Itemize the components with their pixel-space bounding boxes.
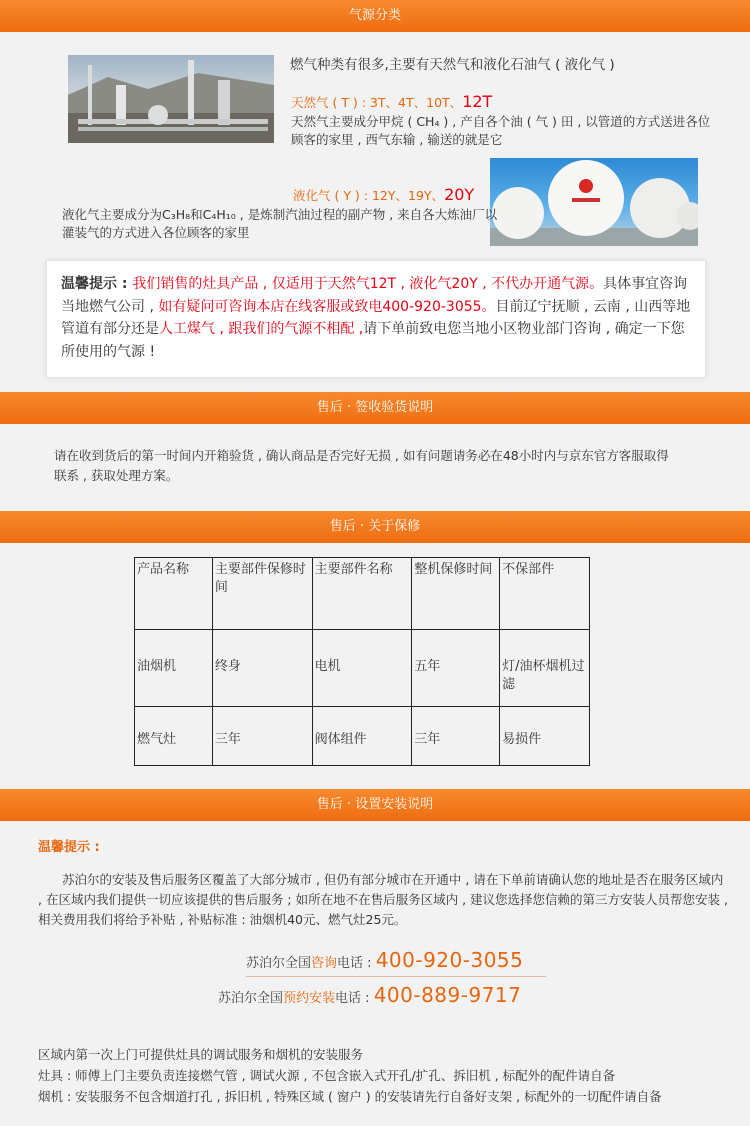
- table-row: [135, 630, 590, 707]
- section-title: 气源分类: [348, 8, 401, 23]
- notice-label: 温馨提示 :: [61, 276, 133, 292]
- natural-gas-description: 天然气主要成分甲烷 ( CH₄ ) , 产自各个油 ( 气 ) 田 , 以管道的方式送进各位 顾客的家里 , 西气东输 , 输送的就是它: [291, 114, 711, 147]
- table-cell: 三年: [412, 707, 500, 766]
- table-header-cell: 不保部件: [500, 558, 590, 630]
- natural-gas-codes: 天然气 ( T ) : 3T、4T、10T、12T: [291, 92, 493, 111]
- table-cell: 电机: [312, 630, 412, 707]
- section-header-install: [0, 789, 750, 821]
- lpg-description: 液化气主要成分为C₃H₈和C₄H₁₀ , 是炼制汽油过程的副产物 , 来自各大炼油厂以 灌装气的方式进入各位顾客的家里: [62, 207, 498, 240]
- table-cell: 五年: [412, 630, 500, 707]
- consult-phone-line: 苏泊尔全国咨询电话 : 400-920-3055: [246, 948, 524, 972]
- booking-phone-line: 苏泊尔全国预约安装电话 : 400-889-9717: [218, 983, 522, 1007]
- table-header-cell: 主要部件名称: [312, 558, 412, 630]
- section-title: 售后 · 设置安装说明: [316, 797, 434, 812]
- notice-red-1: 我们销售的灶具产品 , 仅适用于天然气12T , 液化气20Y , 不代办开通气源。: [132, 276, 604, 292]
- table-cell: 易损件: [500, 707, 590, 766]
- notice-red-2: 如有疑问可咨询本店在线客服或致电400-920-3055。: [158, 298, 496, 315]
- section-header-warranty: [0, 511, 750, 543]
- gas-intro: 燃气种类有很多,主要有天然气和液化石油气 ( 液化气 ): [290, 57, 615, 73]
- table-header-row: [135, 558, 590, 630]
- booking-phone-number: 400-889-9717: [373, 983, 522, 1007]
- install-note: 区域内第一次上门可提供灶具的调试服务和烟机的安装服务: [38, 1047, 364, 1062]
- table-header-cell: 产品名称: [135, 558, 213, 630]
- table-cell: 燃气灶: [135, 707, 213, 766]
- install-tip-label: 温馨提示 :: [38, 840, 100, 855]
- table-cell: 三年: [212, 707, 312, 766]
- phone-divider: [246, 976, 546, 977]
- notice-text-1: 具体事宜咨询当地燃气公司 ,: [61, 276, 688, 315]
- table-cell: 阀体组件: [312, 707, 412, 766]
- natural-gas-plant-image: [68, 55, 274, 143]
- lpg-tanks-image: [490, 158, 698, 246]
- table-header-cell: 主要部件保修时间: [212, 558, 312, 630]
- install-paragraph: 苏泊尔的安装及售后服务区覆盖了大部分城市 , 但仍有部分城市在开通中 , 请在下单前请确认您的地址是否在服务区域内 , 在区域内我们提供一切应该提供的售后服务 ; 如所在地不在售后服务区域内 , 建议您选择您信赖的第三方安装人员帮您安装 , 相关费用我们将给予补贴 , 补贴标准 : 油烟机40元、燃气灶25元。: [38, 872, 728, 927]
- table-cell: 灯/油杯烟机过滤: [500, 630, 590, 707]
- consult-phone-number: 400-920-3055: [375, 948, 524, 972]
- section-header-inspect: [0, 392, 750, 424]
- table-row: [135, 707, 590, 766]
- table-header-cell: 整机保修时间: [412, 558, 500, 630]
- notice-text-3: 请下单前致电您当地小区物业部门咨询 , 确定一下您所使用的气源 !: [61, 321, 685, 360]
- lpg-codes: 液化气 ( Y ) : 12Y、19Y、20Y: [293, 185, 475, 204]
- install-notes: [38, 1044, 662, 1107]
- section-title: 售后 · 关于保修: [329, 519, 421, 534]
- inspection-text: 请在收到货后的第一时间内开箱验货 , 确认商品是否完好无损 , 如有问题请务必在48小时内与京东官方客服取得 联系 , 获取处理方案。: [54, 448, 669, 483]
- install-note: 烟机 : 安装服务不包含烟道打孔 , 拆旧机 , 特殊区域 ( 窗户 ) 的安装请先行自备好支架 , 标配外的一切配件请自备: [38, 1089, 662, 1104]
- notice-red-3: 人工煤气 , 跟我们的气源不相配 ,: [159, 321, 364, 337]
- section-title: 售后 · 签收验货说明: [316, 400, 434, 415]
- section-header-gas: [0, 0, 750, 32]
- notice-text-2: 目前辽宁抚顺 , 云南 , 山西等地管道有部分还是: [61, 298, 691, 337]
- warranty-table: [134, 557, 590, 766]
- table-cell: 油烟机: [135, 630, 213, 707]
- install-note: 灶具 : 师傅上门主要负责连接燃气管 , 调试火源 , 不包含嵌入式开孔/扩孔、拆旧机 , 标配外的配件请自备: [38, 1068, 616, 1083]
- table-cell: 终身: [212, 630, 312, 707]
- gas-notice-box: [46, 260, 706, 378]
